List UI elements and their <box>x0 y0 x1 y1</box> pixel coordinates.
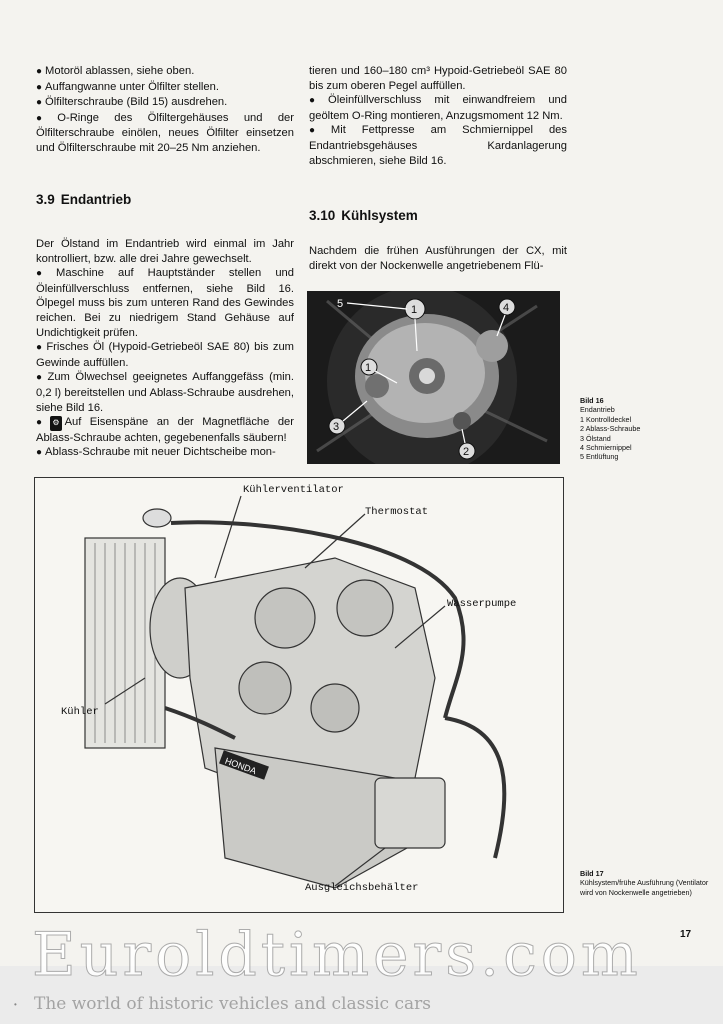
final-drive-photo <box>307 291 560 464</box>
figure-17-caption <box>580 869 710 897</box>
page-number: 17 <box>680 929 692 940</box>
cooling-system-diagram <box>34 477 564 913</box>
legend-item: 2 Ablass-Schraube <box>580 424 641 434</box>
list-item: ● Mit Fettpresse am Schmiernippel des Endantriebsgehäuses Kardanlagerung abschmieren, siehe Bild 16. <box>309 124 567 167</box>
list-item: ● Ölfilterschraube (Bild 15) ausdrehen. <box>36 96 228 109</box>
figure-subtitle: Endantrieb <box>580 405 615 415</box>
scan-mark: • <box>14 1000 17 1009</box>
watermark-logo: Euroldtimers.com <box>32 920 642 990</box>
marker-2: 2 <box>463 446 470 458</box>
label-fan: Kühlerventilator <box>243 484 344 496</box>
section-heading-kuehlsystem: 3.10 Kühlsystem <box>309 208 418 223</box>
section-kuehlsystem-body <box>309 244 567 273</box>
section-intro: Nachdem die frühen Ausführungen der CX, mit direkt von der Nockenwelle angetriebenem Flü- <box>309 245 567 272</box>
list-item: ● Zum Ölwechsel geeignetes Auffanggefäss (min. 0,2 l) bereitstellen und Ablass-Schraube ausdrehen, siehe Bild 16. <box>36 371 294 414</box>
list-item: ● Auffangwanne unter Ölfilter stellen. <box>36 80 219 93</box>
legend-item: 4 Schmiernippel <box>580 443 632 453</box>
marker-5: 5 <box>337 298 344 310</box>
list-item: ● Öleinfüllverschluss mit einwandfreiem und geöltem O-Ring montieren, Anzugsmoment 12 Nm. <box>309 94 567 122</box>
list-item: ● ⚙ Auf Eisenspäne an der Magnetfläche der Ablass-Schraube achten, gegebenenfalls säubern! <box>36 416 294 444</box>
list-item: ● Ablass-Schraube mit neuer Dichtscheibe mon- <box>36 446 276 459</box>
list-item: ● Maschine auf Hauptständer stellen und Öleinfüllverschluss entfernen, siehe Bild 16. Ölpegel muss bis zum unteren Rand des Gewindes reichen. Bei zu niedrigem Stand Gehäuse auf Undichtigkeit prüfen. <box>36 267 294 339</box>
section-heading-endantrieb: 3.9 Endantrieb <box>36 192 132 207</box>
legend-item: 1 Kontrolldeckel <box>580 414 632 424</box>
label-expansion-tank: Ausgleichsbehälter <box>305 882 419 894</box>
legend-item: 3 Ölstand <box>580 433 611 443</box>
list-item: ● Frisches Öl (Hypoid-Getriebeöl SAE 80) bis zum Gewinde auffüllen. <box>36 341 294 369</box>
brand-logo: HONDA <box>223 755 258 777</box>
label-thermostat: Thermostat <box>365 506 429 518</box>
section-endantrieb-body <box>36 237 294 461</box>
list-item: ● O-Ringe des Ölfiltergehäuses und der Ölfilterschraube einölen, neues Ölfilter einsetzen und Ölfilterschraube mit 20–25 Nm anziehen. <box>36 111 294 154</box>
left-column-bullets <box>36 64 294 156</box>
figure-title: Bild 16 <box>580 396 604 405</box>
list-item: ● Motoröl ablassen, siehe oben. <box>36 65 195 77</box>
continued-text: tieren und 160–180 cm³ Hypoid-Getriebeöl SAE 80 bis zum oberen Pegel auffüllen. <box>309 65 567 92</box>
label-water-pump: Wasserpumpe <box>447 598 517 610</box>
label-radiator: Kühler <box>61 706 99 718</box>
final-drive-illustration <box>307 291 560 464</box>
figure-title: Bild 17 <box>580 869 604 878</box>
legend-item: 5 Entlüftung <box>580 452 619 462</box>
marker-1-top: 1 <box>411 304 418 316</box>
marker-4: 4 <box>503 302 510 314</box>
marker-3: 3 <box>333 421 340 433</box>
middle-column <box>309 64 567 168</box>
tool-icon: ⚙ <box>50 416 61 431</box>
figure-16-caption <box>580 396 700 462</box>
watermark-tagline: The world of historic vehicles and classic cars <box>34 994 431 1014</box>
marker-1: 1 <box>365 362 372 374</box>
figure-subtitle: Kühlsystem/frühe Ausführung (Ventilator wird von Nockenwelle angetrieben) <box>580 878 709 897</box>
section-intro: Der Ölstand im Endantrieb wird einmal im Jahr kontrolliert, bzw. alle drei Jahre gewechselt. <box>36 238 294 265</box>
engine-illustration <box>35 478 564 913</box>
